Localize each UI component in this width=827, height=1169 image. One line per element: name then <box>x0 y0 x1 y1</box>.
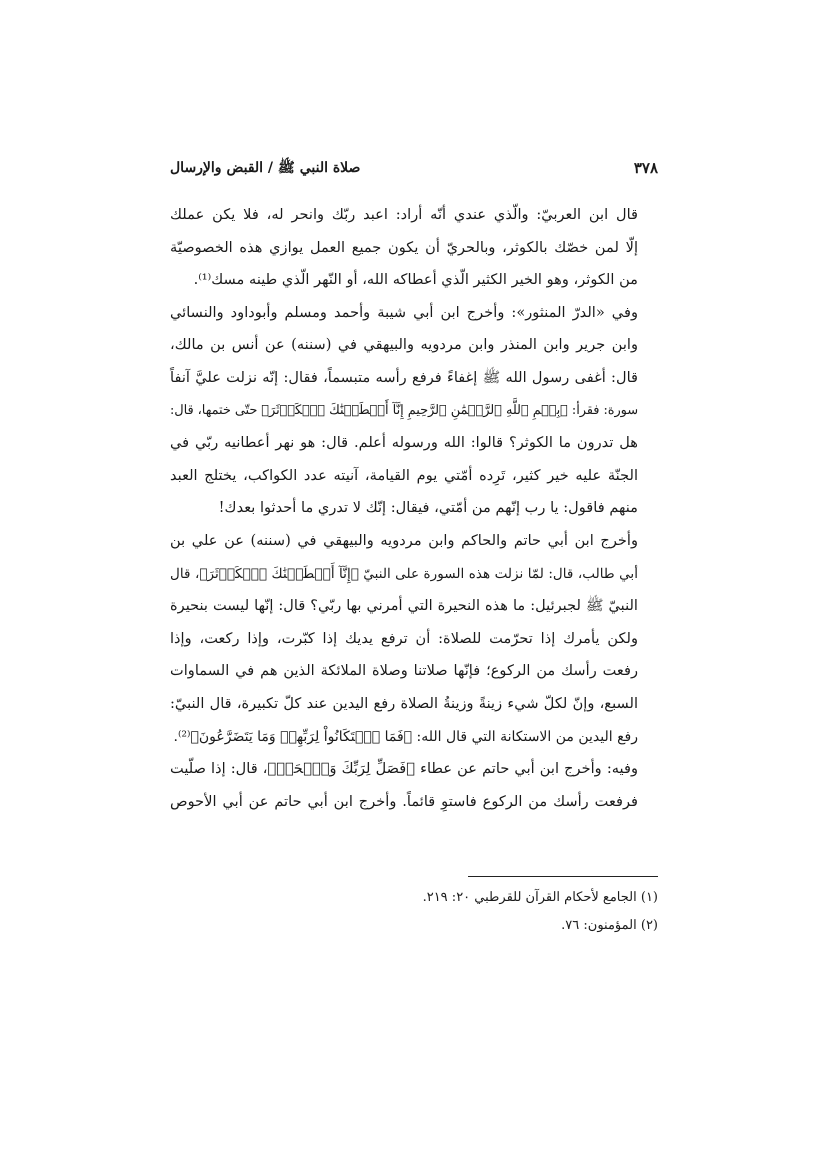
text-line: رفع اليدين من الاستكانة التي قال الله: ﴿فَمَا ٱسۡتَكَانُواْ لِرَبِّهِمۡ وَمَا يَتَضَرَّعُونَ﴾⁽²⁾. <box>173 728 638 745</box>
paragraph-ali-hadith <box>170 525 658 753</box>
text-line: إلّا لمن خصّك بالكوثر، وبالحريّ أن يكون جميع العمل يوازي هذه الخصوصيّة <box>170 238 638 256</box>
text-line: رفعت رأسك من الركوع؛ فإنّها صلاتنا وصلاة الملائكة الذين هم في السماوات <box>170 662 638 680</box>
footnote-1: (١) الجامع لأحكام القرآن للقرطبي ٢٠: ٢١٩. <box>422 890 658 905</box>
text-line: فرفعت رأسك من الركوع فاستوِ قائماً. وأخرج ابن أبي حاتم عن أبي الأحوص <box>170 792 638 810</box>
text-line: وفيه: وأخرج ابن أبي حاتم عن عطاء ﴿فَصَلِّ لِرَبِّكَ وَٱنۡحَرۡ﴾، قال: إذا صلّيت <box>170 760 638 778</box>
page-header <box>170 155 658 187</box>
text-line: ولكن يأمرك إذا تحرّمت للصلاة: أن ترفع يديك إذا كبّرت، وإذا ركعت، وإذا <box>170 629 638 647</box>
footnotes <box>170 884 658 940</box>
paragraph-durr-manthur <box>170 297 658 525</box>
text-line: وأخرج ابن أبي حاتم والحاكم وابن مردويه والبيهقي في (سننه) عن علي بن <box>170 531 638 549</box>
paragraph-ata <box>170 753 658 818</box>
footnote-divider <box>468 876 658 877</box>
text-line: هل تدرون ما الكوثر؟ قالوا: الله ورسوله أعلم. قال: هو نهر أعطانيه ربّي في <box>170 434 638 452</box>
text-line: من الكوثر، وهو الخير الكثير الّذي أعطاكه الله، أو النّهر الّذي طينه مسك⁽¹⁾. <box>193 271 638 289</box>
text-line: السبع، وإنّ لكلّ شيء زينةً وزينةُ الصلاة رفع اليدين عند كلّ تكبيرة، قال النبيّ: <box>170 694 638 712</box>
page-number: ٣٧٨ <box>633 159 658 177</box>
text-line: سورة: فقرأ: ﴿بِسۡمِ ٱللَّهِ ٱلرَّحۡمَٰنِ ٱلرَّحِيمِ إِنَّآ أَعۡطَيۡنَٰكَ ٱلۡكَوۡثَرَ﴾ حتّى ختمها، قال: <box>169 402 638 418</box>
paragraph-ibn-arabi <box>170 199 658 297</box>
text-line: أبي طالب، قال: لمّا نزلت هذه السورة على النبيّ ﴿إِنَّآ أَعۡطَيۡنَٰكَ ٱلۡكَوۡثَرَ﴾، قال <box>170 565 638 582</box>
body-text <box>170 199 658 818</box>
running-title: صلاة النبي ﷺ / القبض والإرسال <box>170 160 361 176</box>
footnote-2: (٢) المؤمنون: ٧٦. <box>561 918 658 933</box>
text-line: النبيّ ﷺ لجبرئيل: ما هذه النحيرة التي أمرني بها ربّي؟ قال: إنّها ليست بنحيرة <box>170 597 638 615</box>
text-line: قال: أغفى رسول الله ﷺ إغفاءً فرفع رأسه متبسماً، فقال: إنّه نزلت عليَّ آنفاً <box>170 368 638 386</box>
text-line: الجنّة عليه خير كثير، تَرِده أمّتي يوم القيامة، آنيته عدد الكواكب، يختلج العبد <box>170 466 638 484</box>
text-line: منهم فاقول: يا رب إنّهم من أمّتي، فيقال: إنّك لا تدري ما أحدثوا بعدك! <box>218 499 638 517</box>
text-line: قال ابن العربيّ: والّذي عندي أنّه أراد: اعبد ربّك وانحر له، فلا يكن عملك <box>170 206 638 223</box>
text-line: وفي «الدرّ المنثور»: وأخرج ابن أبي شيبة وأحمد ومسلم وأبوداود والنسائي <box>170 303 638 321</box>
text-line: وابن جرير وابن المنذر وابن مردويه والبيهقي في (سننه) عن أنس بن مالك، <box>170 336 638 354</box>
